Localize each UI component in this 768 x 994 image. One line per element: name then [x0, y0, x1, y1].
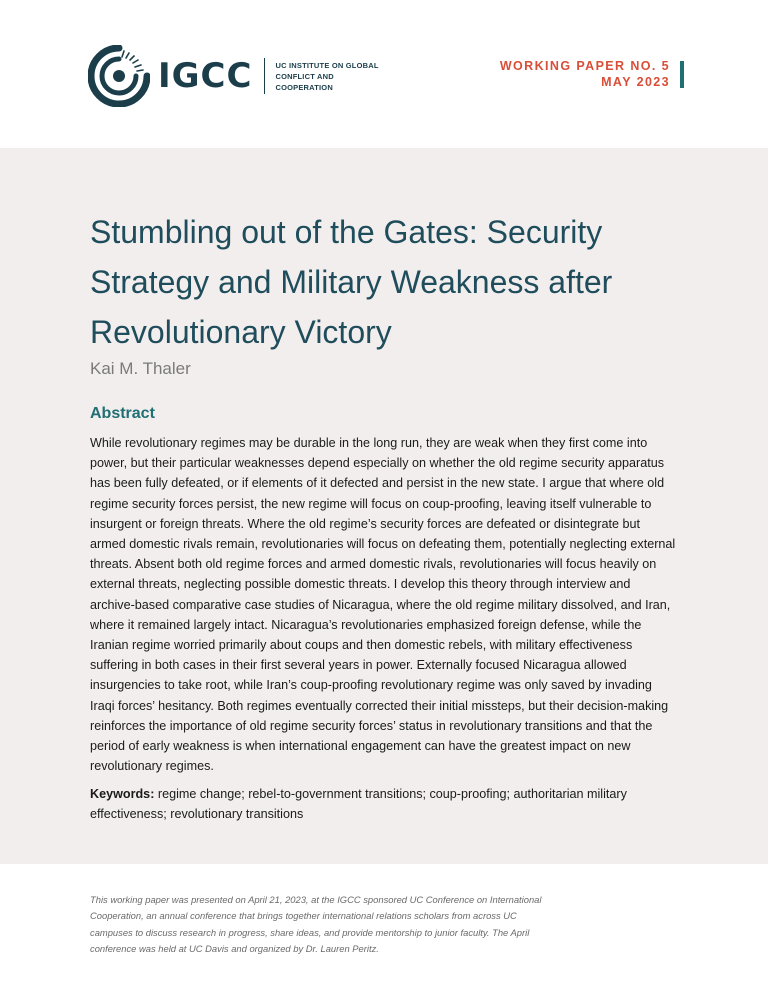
- logo-tagline: UC INSTITUTE ON GLOBAL CONFLICT AND COOPERATION: [275, 60, 379, 92]
- paper-title: Stumbling out of the Gates: Security Strategy and Military Weakness after Revolutionary Victory: [90, 214, 613, 350]
- keywords: [90, 784, 678, 824]
- working-paper-label: [500, 58, 670, 90]
- page-header: [0, 0, 768, 148]
- keywords-label: Keywords:: [90, 787, 155, 801]
- logo-wordmark: IGCC: [158, 56, 253, 96]
- accent-bar: [680, 61, 684, 88]
- igcc-logo-mark-icon: [88, 45, 150, 107]
- abstract-text: While revolutionary regimes may be durable in the long run, they are weak when they first come into power, but their particular weaknesses depend especially on whether the old regime security apparatus has been fully defeated, or if elements of it defected and persist in the new state. I argue that where old regime security forces persist, the new regime will focus on coup-proofing, leaving itself vulnerable to insurgent or foreign threats. Where the old regime’s security forces are defeated or disintegrate but armed domestic rivals remain, revolutionaries will focus on defeating them, potentially neglecting external threats. Absent both old regime forces and armed domestic rivals, revolutionaries will focus heavily on external threats, neglecting possible domestic threats. I develop this theory through interview and archive-based comparative case studies of Nicaragua, where the old regime military dissolved, and Iran, where it remained largely intact. Nicaragua’s revolutionaries emphasized foreign defense, while the Iranian regime worried primarily about coups and then domestic rebels, with military effectiveness suffering in both cases in their first several years in power. Externally focused Nicaragua allowed insurgencies to take root, while Iran’s coup-proofing revolutionary regime was only saved by invading Iraqi forces’ hesitancy. Both regimes eventually corrected their initial missteps, but their decision-making reinforces the importance of old regime security forces’ status in revolutionary transitions and that the period of early weakness is when international engagement can have the greatest impact on new revolutionary regimes.: [90, 436, 676, 774]
- paper-author: Kai M. Thaler: [90, 359, 191, 378]
- igcc-logo: [88, 44, 390, 108]
- logo-divider: [264, 58, 265, 94]
- keywords-text: regime change; rebel-to-government transitions; coup-proofing; authoritarian military effectiveness; revolutionary transitions: [90, 787, 627, 822]
- abstract-heading: Abstract: [90, 405, 155, 422]
- paper-date: MAY 2023: [601, 75, 670, 89]
- working-paper-number: WORKING PAPER NO. 5: [499, 59, 670, 73]
- footer-note: This working paper was presented on April 21, 2023, at the IGCC sponsored UC Conference on International Cooperation, an annual conference that brings together international relations scholars from across UC campuses to discuss research in progress, share ideas, and provide mentorship to junior faculty. The April conference was held at UC Davis and organized by Dr. Lauren Peritz.: [90, 894, 542, 954]
